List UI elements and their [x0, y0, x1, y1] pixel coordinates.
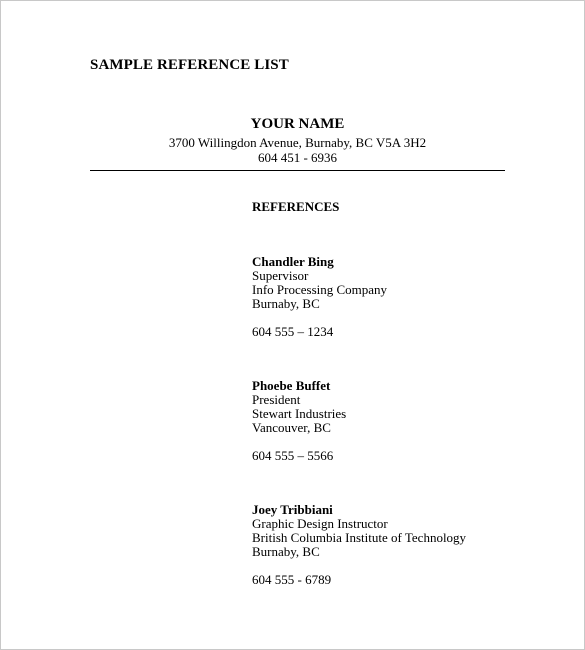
reference-name: Chandler Bing	[252, 254, 334, 269]
applicant-phone: 604 451 - 6936	[257, 150, 338, 165]
reference-title: Graphic Design Instructor	[252, 516, 388, 531]
reference-location: Vancouver, BC	[252, 420, 331, 435]
reference-phone: 604 555 - 6789	[252, 572, 332, 587]
reference-company: British Columbia Institute of Technology	[252, 530, 467, 545]
reference-location: Burnaby, BC	[252, 296, 320, 311]
reference-location: Burnaby, BC	[252, 544, 320, 559]
document-title: SAMPLE REFERENCE LIST	[90, 57, 289, 73]
reference-phone: 604 555 – 1234	[252, 324, 334, 339]
references-heading: REFERENCES	[252, 199, 340, 214]
reference-title: President	[252, 392, 301, 407]
reference-company: Stewart Industries	[252, 406, 347, 421]
reference-entry	[252, 255, 387, 339]
reference-entry	[252, 379, 346, 463]
header-divider	[90, 170, 505, 171]
applicant-address: 3700 Willingdon Avenue, Burnaby, BC V5A 3H2	[168, 135, 427, 150]
reference-company: Info Processing Company	[252, 282, 388, 297]
applicant-name: YOUR NAME	[250, 116, 345, 132]
contact-header	[90, 115, 505, 165]
reference-entry	[252, 503, 466, 587]
reference-name: Joey Tribbiani	[252, 502, 333, 517]
reference-title: Supervisor	[252, 268, 309, 283]
reference-phone: 604 555 – 5566	[252, 448, 334, 463]
reference-name: Phoebe Buffet	[252, 378, 331, 393]
